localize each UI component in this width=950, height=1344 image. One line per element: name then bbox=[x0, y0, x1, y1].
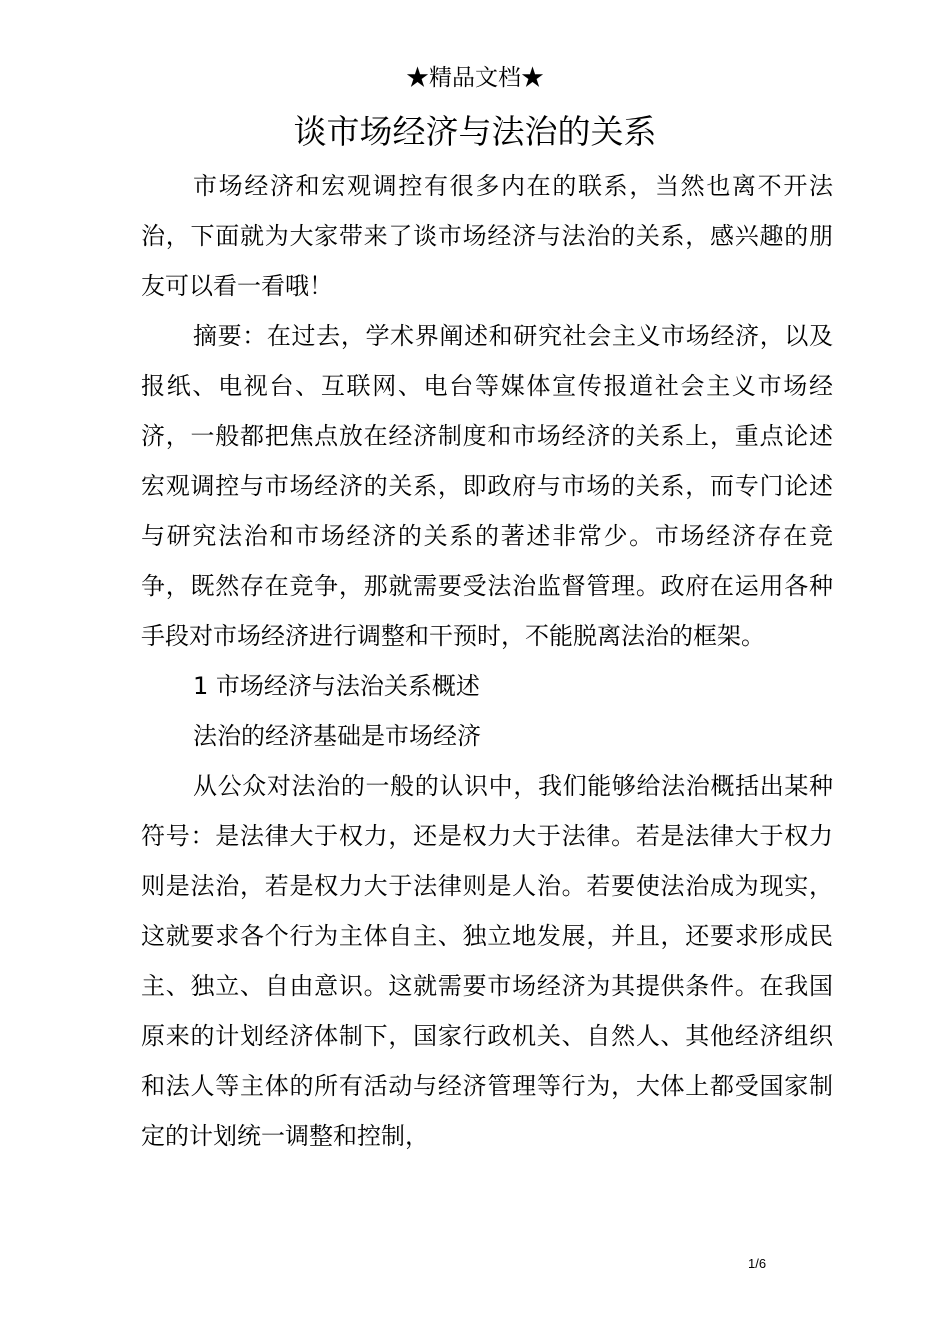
abstract-paragraph: 摘要：在过去，学术界阐述和研究社会主义市场经济，以及报纸、电视台、互联网、电台等媒体宣传报道社会主义市场经济，一般都把焦点放在经济制度和市场经济的关系上，重点论述宏观调控与市场经济的关系，即政府与市场的关系，而专门论述与研究法治和市场经济的关系的著述非常少。市场经济存在竞争，既然存在竞争，那就需要受法治监督管理。政府在运用各种手段对市场经济进行调整和干预时，不能脱离法治的框架。 bbox=[141, 322, 833, 650]
section-heading: 1 市场经济与法治关系概述 bbox=[193, 672, 480, 700]
page-number: 1/6 bbox=[748, 1256, 767, 1271]
document-title: 谈市场经济与法治的关系 bbox=[293, 112, 657, 151]
body-paragraph: 从公众对法治的一般的认识中，我们能够给法治概括出某种符号：是法律大于权力，还是权力大于法律。若是法律大于权力则是法治，若是权力大于法律则是人治。若要使法治成为现实，这就要求各个行为主体自主、独立地发展，并且，还要求形成民主、独立、自由意识。这就需要市场经济为其提供条件。在我国原来的计划经济体制下，国家行政机关、自然人、其他经济组织和法人等主体的所有活动与经济管理等行为，大体上都受国家制定的计划统一调整和控制， bbox=[141, 772, 833, 1150]
intro-paragraph: 市场经济和宏观调控有很多内在的联系，当然也离不开法治，下面就为大家带来了谈市场经济与法治的关系，感兴趣的朋友可以看一看哦！ bbox=[141, 172, 833, 300]
document-body bbox=[141, 161, 833, 1161]
subsection-heading: 法治的经济基础是市场经济 bbox=[193, 722, 481, 750]
header-mark: ★精品文档★ bbox=[406, 65, 544, 91]
